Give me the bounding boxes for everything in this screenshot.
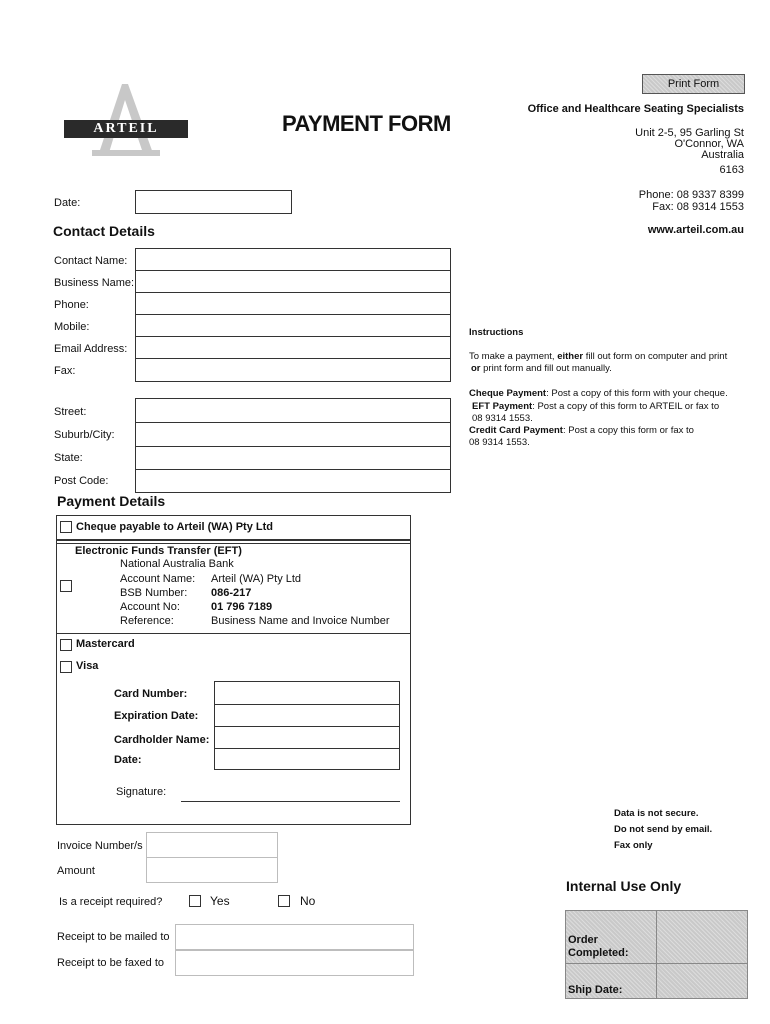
card-number-field[interactable]: [214, 681, 400, 705]
card-date-label: Date:: [114, 754, 142, 766]
logo-text: ARTEIL: [93, 121, 159, 136]
cheque-option-label: Cheque payable to Arteil (WA) Pty Ltd: [76, 521, 273, 533]
card-date-field[interactable]: [214, 748, 400, 770]
street-label: Street:: [54, 406, 87, 418]
company-phone: Phone: 08 9337 8399: [638, 189, 744, 201]
invoice-number-field[interactable]: [146, 832, 278, 858]
order-completed-label: Order Completed:: [568, 934, 629, 959]
bsb-value: 086-217: [211, 587, 252, 599]
company-fax: Fax: 08 9314 1553: [652, 201, 744, 213]
company-website: www.arteil.com.au: [647, 224, 744, 236]
eft-checkbox[interactable]: [60, 580, 72, 592]
expiration-date-field[interactable]: [214, 704, 400, 727]
email-label: Email Address:: [54, 343, 128, 355]
fax-field[interactable]: [135, 358, 451, 382]
date-field[interactable]: [135, 190, 292, 214]
receipt-yes-checkbox[interactable]: [189, 895, 201, 907]
address-line-3: Australia: [701, 149, 744, 161]
mobile-field[interactable]: [135, 314, 451, 337]
signature-line[interactable]: [181, 801, 400, 802]
data-not-secure-notice: Data is not secure.: [614, 808, 699, 819]
visa-checkbox[interactable]: [60, 661, 72, 673]
bsb-label: BSB Number:: [120, 587, 188, 599]
instructions-line-2-post: print form and fill out manually.: [480, 363, 612, 374]
arteil-logo: [62, 82, 192, 158]
payment-details-heading: Payment Details: [57, 493, 166, 509]
street-field[interactable]: [135, 398, 451, 423]
eft-box-divider-bottom: [56, 633, 411, 634]
mastercard-label: Mastercard: [76, 638, 135, 650]
instructions-line-1-pre: To make a payment,: [469, 351, 558, 362]
no-email-notice: Do not send by email.: [614, 824, 713, 835]
account-no-value: 01 796 7189: [211, 601, 273, 613]
cardholder-name-label: Cardholder Name:: [114, 734, 210, 746]
reference-label: Reference:: [120, 615, 174, 627]
eft-heading: Electronic Funds Transfer (EFT): [75, 545, 242, 557]
internal-table-row-divider: [565, 963, 748, 964]
reference-value: Business Name and Invoice Number: [211, 615, 390, 627]
instructions-line-1-bold: either: [557, 351, 584, 362]
instructions-line-2: [471, 363, 612, 374]
post-code-label: Post Code:: [54, 475, 109, 487]
receipt-mailed-field[interactable]: [175, 924, 414, 950]
invoice-number-label: Invoice Number/s: [57, 840, 143, 852]
contact-name-label: Contact Name:: [54, 255, 128, 267]
signature-label: Signature:: [116, 786, 167, 798]
suburb-label: Suburb/City:: [54, 429, 115, 441]
receipt-mailed-label: Receipt to be mailed to: [57, 931, 170, 943]
internal-use-heading: Internal Use Only: [566, 878, 682, 894]
receipt-question: Is a receipt required?: [59, 896, 163, 908]
business-name-field[interactable]: [135, 270, 451, 293]
receipt-no-label: No: [300, 894, 316, 908]
card-number-label: Card Number:: [114, 688, 188, 700]
date-label: Date:: [54, 197, 81, 209]
business-name-label: Business Name:: [54, 277, 135, 289]
receipt-no-checkbox[interactable]: [278, 895, 290, 907]
fax-only-notice: Fax only: [614, 840, 653, 851]
receipt-yes-label: Yes: [210, 894, 230, 908]
email-field[interactable]: [135, 336, 451, 359]
cc-instruction: [469, 425, 694, 436]
bank-name: National Australia Bank: [120, 558, 234, 570]
phone-label: Phone:: [54, 299, 89, 311]
cc-instruction-text: : Post a copy this form or fax to: [562, 425, 694, 436]
fax-label: Fax:: [54, 365, 76, 377]
state-field[interactable]: [135, 446, 451, 470]
post-code-field[interactable]: [135, 469, 451, 493]
instructions-line-1-post: fill out form on computer and print: [583, 351, 728, 362]
contact-name-field[interactable]: [135, 248, 451, 271]
instructions-line-1: [469, 351, 727, 362]
mastercard-checkbox[interactable]: [60, 639, 72, 651]
account-name-value: Arteil (WA) Pty Ltd: [211, 573, 302, 585]
eft-instruction-text: : Post a copy of this form to ARTEIL or fax to: [532, 401, 720, 412]
amount-field[interactable]: [146, 857, 278, 883]
address-line-1: Unit 2-5, 95 Garling St: [635, 127, 744, 139]
cheque-instruction-label: Cheque Payment: [469, 388, 547, 399]
cc-instruction-fax: 08 9314 1553.: [469, 437, 530, 448]
eft-box-divider-top: [56, 543, 411, 544]
cheque-instruction-text: : Post a copy of this form with your cheque.: [546, 388, 728, 399]
print-form-button[interactable]: [642, 74, 745, 94]
receipt-faxed-field[interactable]: [175, 950, 414, 976]
eft-instruction-fax: 08 9314 1553.: [472, 413, 533, 424]
account-name-label: Account Name:: [120, 573, 196, 585]
internal-table-col-divider: [656, 910, 657, 999]
visa-label: Visa: [76, 660, 99, 672]
eft-instruction: [472, 401, 719, 412]
receipt-faxed-label: Receipt to be faxed to: [57, 957, 165, 969]
account-no-label: Account No:: [120, 601, 180, 613]
company-tagline: Office and Healthcare Seating Specialists: [527, 103, 744, 115]
phone-field[interactable]: [135, 292, 451, 315]
expiration-date-label: Expiration Date:: [114, 710, 199, 722]
address-postcode: 6163: [719, 164, 744, 176]
ship-date-label: Ship Date:: [568, 984, 623, 996]
cardholder-name-field[interactable]: [214, 726, 400, 749]
cheque-instruction: [469, 388, 728, 399]
cheque-checkbox[interactable]: [60, 521, 72, 533]
instructions-heading: Instructions: [469, 327, 524, 338]
amount-label: Amount: [57, 865, 95, 877]
address-line-2: O'Connor, WA: [674, 138, 744, 150]
instructions-line-2-bold: or: [471, 363, 481, 374]
page-title: PAYMENT FORM: [282, 111, 451, 136]
eft-instruction-label: EFT Payment: [472, 401, 533, 412]
state-label: State:: [54, 452, 83, 464]
cc-instruction-label: Credit Card Payment: [469, 425, 563, 436]
print-form-label: Print Form: [667, 78, 720, 90]
suburb-field[interactable]: [135, 422, 451, 447]
contact-details-heading: Contact Details: [53, 223, 155, 239]
mobile-label: Mobile:: [54, 321, 90, 333]
